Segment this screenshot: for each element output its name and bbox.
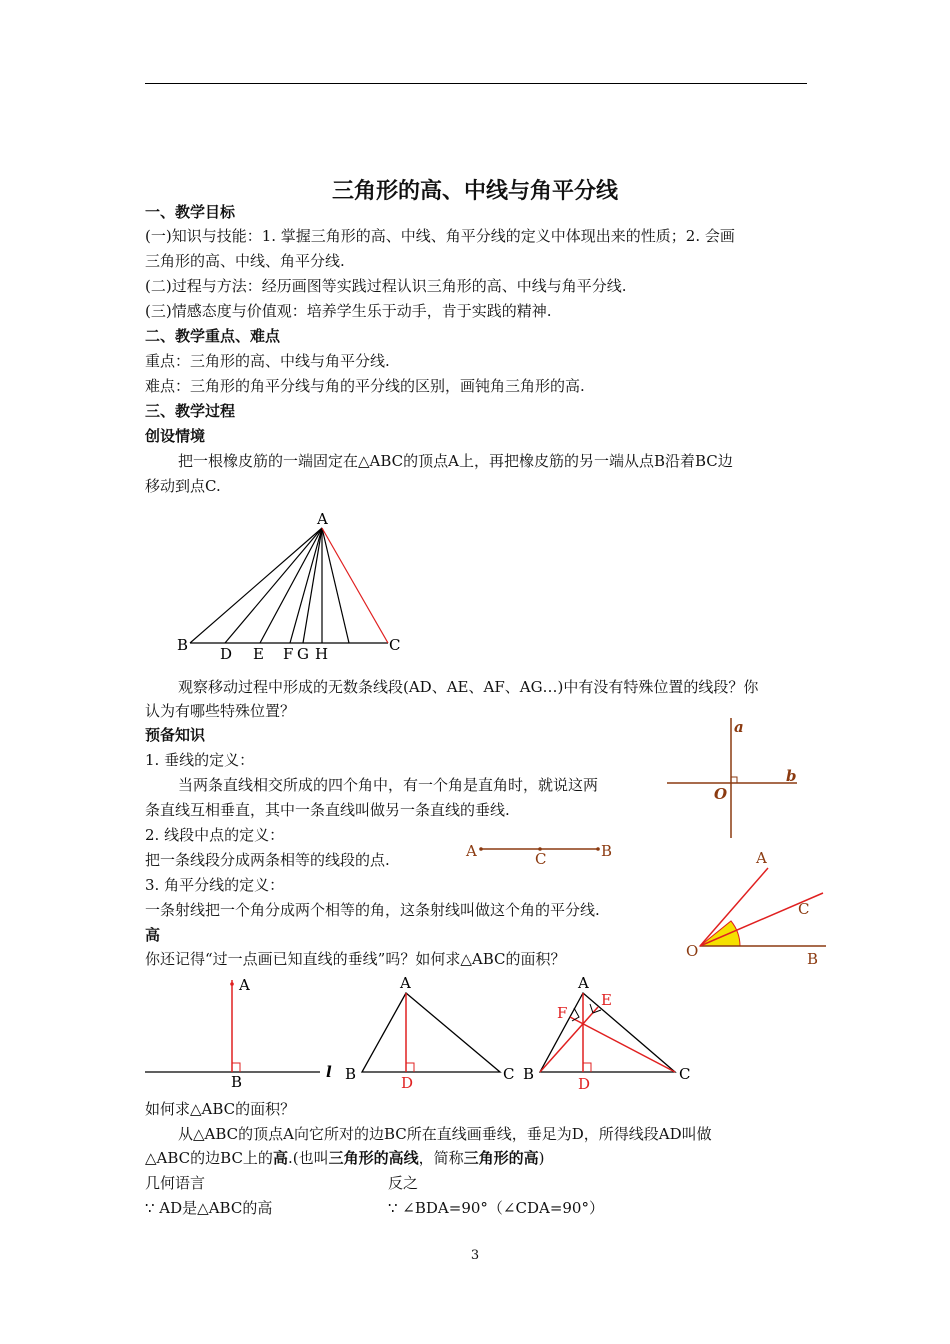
h2-label-a: A (400, 974, 411, 992)
figure-height-line (145, 980, 320, 1072)
page-number: 3 (470, 1248, 480, 1263)
perp-right-angle-mark (731, 777, 737, 783)
h1-point-a (230, 982, 234, 986)
fig1-label-f: F (283, 645, 294, 663)
angle-label-o: O (686, 942, 699, 960)
fig1-label-e: E (253, 645, 264, 663)
keypoint-line-1: 重点：三角形的高、中线与角平分线. (145, 352, 390, 370)
seg-label-a: A (466, 842, 477, 860)
term-height: 高 (272, 1149, 288, 1167)
section-heading-keypoints: 二、教学重点、难点 (145, 327, 281, 345)
h3-height-cf (570, 1017, 675, 1072)
h2-label-b: B (345, 1065, 357, 1083)
geometry-language-label: 几何语言 (145, 1174, 206, 1192)
goal-line-4: (三)情感态度与价值观：培养学生乐于动手，肯于实践的精神. (145, 302, 552, 320)
fig1-seg-ad (225, 528, 322, 643)
observe-para-b: 认为有哪些特殊位置？ (145, 702, 296, 720)
subheading-height: 高 (145, 926, 161, 944)
observe-para-a: 观察移动过程中形成的无数条线段(AD、AE、AF、AG…)中有没有特殊位置的线段？你 (178, 678, 759, 696)
seg-label-c: C (535, 850, 547, 868)
keypoint-line-2: 难点：三角形的角平分线与角的平分线的区别，画钝角三角形的高. (145, 377, 585, 395)
fig1-seg-extra (322, 528, 349, 643)
fig1-label-d: D (220, 645, 233, 663)
perp-label-b: b (786, 767, 797, 785)
term-height-line: 三角形的高线 (328, 1149, 419, 1167)
perp-label-o: O (714, 785, 728, 803)
term-triangle-height: 三角形的高 (463, 1149, 539, 1167)
h3-label-c: C (679, 1065, 691, 1083)
h3-label-a: A (578, 974, 589, 992)
perp-label-a: a (734, 718, 744, 736)
def-perpendicular-b: 条直线互相垂直，其中一条直线叫做另一条直线的垂线. (145, 801, 510, 819)
figure-acute-triangle-height (362, 993, 500, 1072)
height-definition-b: △ABC的边BC上的高.(也叫三角形的高线，简称三角形的高) (145, 1149, 545, 1167)
scenario-para-1a: 把一根橡皮筋的一端固定在△ABC的顶点A上，再把橡皮筋的另一端从点B沿着BC边 (178, 452, 733, 470)
scenario-para-1b: 移动到点C. (145, 477, 221, 495)
def-bisector-text: 一条射线把一个角分成两个相等的角，这条射线叫做这个角的平分线. (145, 901, 600, 919)
section-heading-process: 三、教学过程 (145, 402, 236, 420)
def-midpoint-text: 把一条线段分成两条相等的线段的点. (145, 851, 390, 869)
h3-right-angle-e (590, 1004, 601, 1013)
h1-label-a: A (239, 976, 250, 994)
goal-line-2: 三角形的高、中线、角平分线. (145, 252, 345, 270)
angle-label-b: B (807, 950, 819, 968)
height-question: 你还记得“过一点画已知直线的垂线”吗？如何求△ABC的面积？ (145, 950, 566, 968)
h2-label-d: D (401, 1074, 414, 1092)
fig1-label-g: G (297, 645, 309, 663)
section-heading-goals: 一、教学目标 (145, 203, 236, 221)
height-definition-a: 从△ABC的顶点A向它所对的边BC所在直线画垂线，垂足为D，所得线段AD叫做 (178, 1125, 712, 1143)
fig1-label-c: C (389, 636, 401, 654)
h2-right-angle-mark (406, 1063, 414, 1072)
goal-line-3: (二)过程与方法：经历画图等实践过程认识三角形的高、中线与角平分线. (145, 277, 627, 295)
subheading-prior-knowledge: 预备知识 (145, 726, 206, 744)
def-perpendicular-a: 当两条直线相交所成的四个角中，有一个角是直角时，就说这两 (178, 776, 599, 794)
goal-line-1: (一)知识与技能：1. 掌握三角形的高、中线、角平分线的定义中体现出来的性质；2. 会画 (145, 227, 735, 245)
fig1-label-h: H (315, 645, 329, 663)
h2-label-c: C (503, 1065, 515, 1083)
h1-label-l: l (326, 1063, 332, 1081)
converse-statement: ∵ ∠BDA=90°（∠CDA=90°） (388, 1199, 604, 1217)
h3-label-b: B (523, 1065, 535, 1083)
height-area-question: 如何求△ABC的面积？ (145, 1100, 296, 1118)
h1-right-angle-mark (232, 1063, 240, 1072)
h3-label-e: E (601, 991, 612, 1009)
def-midpoint-title: 2. 线段中点的定义： (145, 826, 285, 844)
seg-point-a (479, 847, 483, 851)
seg-point-b (596, 847, 600, 851)
fig1-seg-ac (322, 528, 388, 643)
h1-label-b: B (231, 1073, 243, 1091)
angle-label-a: A (756, 849, 767, 867)
converse-label: 反之 (388, 1174, 419, 1192)
h3-right-angle-d (583, 1063, 591, 1072)
subheading-scenario: 创设情境 (145, 427, 206, 445)
fig1-label-b: B (177, 636, 189, 654)
h3-height-be (540, 1007, 598, 1072)
fig1-seg-ab (190, 528, 322, 643)
h3-label-d: D (578, 1075, 591, 1093)
def-bisector-title: 3. 角平分线的定义： (145, 876, 285, 894)
h3-label-f: F (557, 1004, 568, 1022)
figure-perpendicular (667, 718, 797, 838)
geometry-statement: ∵ AD是△ABC的高 (145, 1199, 273, 1217)
fig1-label-a: A (317, 510, 328, 528)
h2-triangle (362, 993, 500, 1072)
angle-sector (700, 921, 740, 946)
figure-rubber-band (190, 528, 388, 643)
def-perpendicular-title: 1. 垂线的定义： (145, 751, 255, 769)
angle-label-c: C (798, 900, 810, 918)
seg-label-b: B (601, 842, 613, 860)
page-title: 三角形的高、中线与角平分线 (331, 179, 618, 204)
